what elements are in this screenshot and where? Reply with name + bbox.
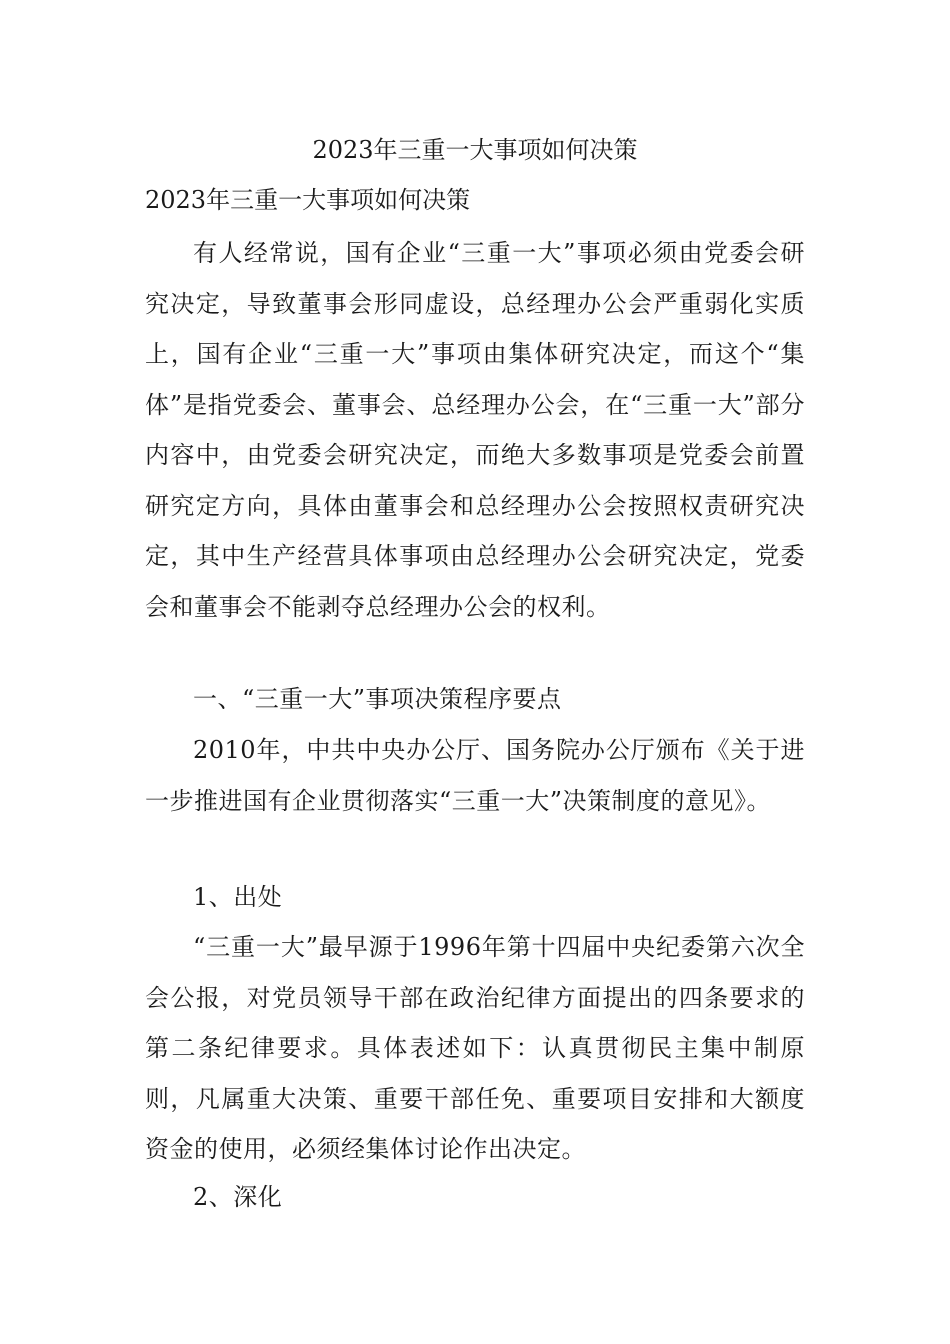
paragraph-origin: “三重一大”最早源于1996年第十四届中央纪委第六次全会公报，对党员领导干部在政治纪律方面提出的四条要求的第二条纪律要求。具体表述如下：认真贯彻民主集中制原则，凡属重大决策、重要干部任免、重要项目安排和大额度资金的使用，必须经集体讨论作出决定。 [145,933,805,1163]
paragraph-2010-opinion: 2010年，中共中央办公厅、国务院办公厅颁布《关于进一步推进国有企业贯彻落实“三重一大”决策制度的意见》。 [145,736,805,815]
section-heading-1: 一、“三重一大”事项决策程序要点 [193,685,562,713]
paragraph-intro: 有人经常说，国有企业“三重一大”事项必须由党委会研究决定，导致董事会形同虚设，总经理办公会严重弱化实质上，国有企业“三重一大”事项由集体研究决定，而这个“集体”是指党委会、董事会、总经理办公会，在“三重一大”部分内容中，由党委会研究决定，而绝大多数事项是党委会前置研究定方向，具体由董事会和总经理办公会按照权责研究决定，其中生产经营具体事项由总经理办公会研究决定，党委会和董事会不能剥夺总经理办公会的权利。 [145,239,805,621]
subsection-heading-origin: 1、出处 [193,883,283,911]
document-subtitle: 2023年三重一大事项如何决策 [145,186,471,214]
subsection-heading-deepen: 2、深化 [193,1183,283,1211]
document-title: 2023年三重一大事项如何决策 [312,136,638,164]
